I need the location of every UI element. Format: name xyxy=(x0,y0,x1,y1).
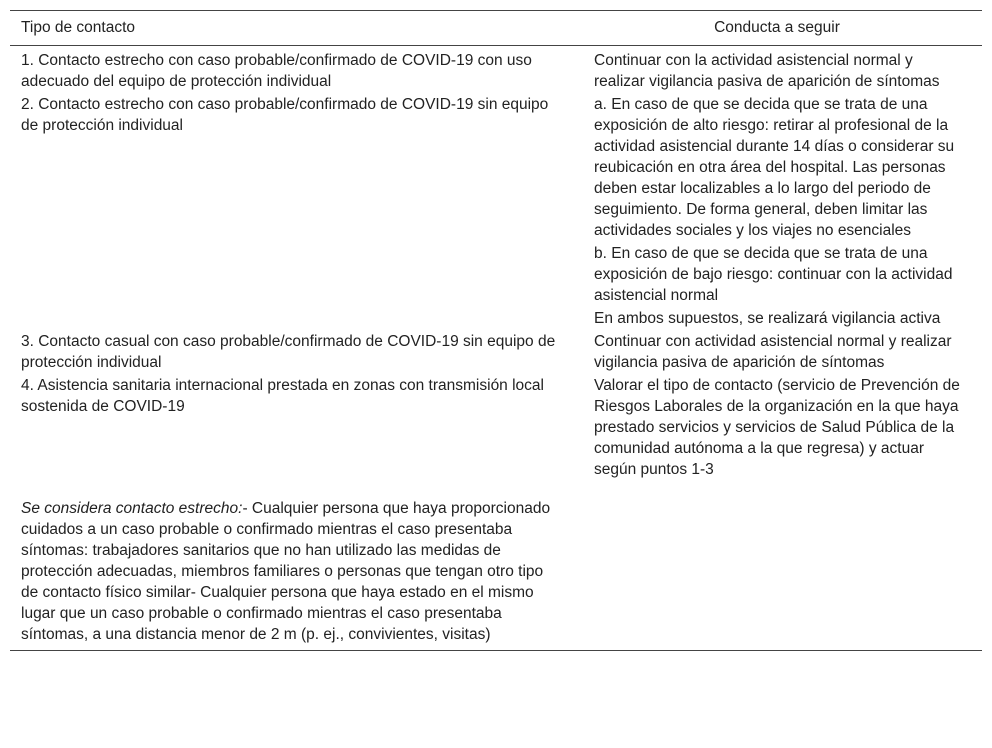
footnote-lead: Se considera contacto estrecho: xyxy=(21,500,243,517)
header-conducta: Conducta a seguir xyxy=(714,19,840,36)
cell-tipo: 1. Contacto estrecho con caso probable/confirmado de COVID-19 con uso adecuado del equipo de protección individual xyxy=(21,52,532,90)
table-row xyxy=(10,94,982,331)
cell-tipo: 4. Asistencia sanitaria internacional prestada en zonas con transmisión local sostenida de COVID-19 xyxy=(21,377,544,415)
cell-conducta xyxy=(594,331,982,375)
conducta-text: Valorar el tipo de contacto (servicio de Prevención de Riesgos Laborales de la organización en la que haya prestado servicios y servicios de Salud Pública de la comunidad autónoma a la que regresa) y actuar según puntos 1-3 xyxy=(594,377,960,478)
table-header xyxy=(10,11,982,46)
contact-table xyxy=(10,10,982,651)
cell-conducta xyxy=(594,375,982,482)
footnote-text: - Cualquier persona que haya proporcionado cuidados a un caso probable o confirmado mientras el caso presentaba síntomas: trabajadores sanitarios que no han utilizado las medidas de protección adecuadas, miembros familiares o personas que tengan otro tipo de contacto físico similar- Cualquier persona que haya estado en el mismo lugar que un caso probable o confirmado mientras el caso presentaba síntomas, a una distancia menor de 2 m (p. ej., convivientes, visitas) xyxy=(21,500,551,643)
cell-conducta xyxy=(594,94,982,331)
header-tipo-contacto: Tipo de contacto xyxy=(21,19,136,36)
table-body xyxy=(10,46,982,482)
cell-tipo: 2. Contacto estrecho con caso probable/confirmado de COVID-19 sin equipo de protección individual xyxy=(21,96,549,134)
conducta-text: a. En caso de que se decida que se trata de una exposición de alto riesgo: retirar al profesional de la actividad asistencial durante 14 días o considerar su reubicación en otra área del hospital. Las personas deben estar localizables a lo largo del periodo de seguimiento. De forma general, deben limitar las actividades sociales y los viajes no esenciales xyxy=(594,96,955,239)
table-footnote xyxy=(10,482,561,650)
conducta-text: Continuar con la actividad asistencial normal y realizar vigilancia pasiva de aparición de síntomas xyxy=(594,52,940,90)
cell-tipo: 3. Contacto casual con caso probable/confirmado de COVID-19 sin equipo de protección individual xyxy=(21,333,556,371)
conducta-text: Continuar con actividad asistencial normal y realizar vigilancia pasiva de aparición de síntomas xyxy=(594,333,952,371)
table-row xyxy=(10,331,982,375)
conducta-text: En ambos supuestos, se realizará vigilancia activa xyxy=(594,310,941,327)
conducta-text: b. En caso de que se decida que se trata de una exposición de bajo riesgo: continuar con la actividad asistencial normal xyxy=(594,245,953,304)
table-row xyxy=(10,375,982,482)
table-row xyxy=(10,50,982,94)
cell-conducta xyxy=(594,50,982,94)
